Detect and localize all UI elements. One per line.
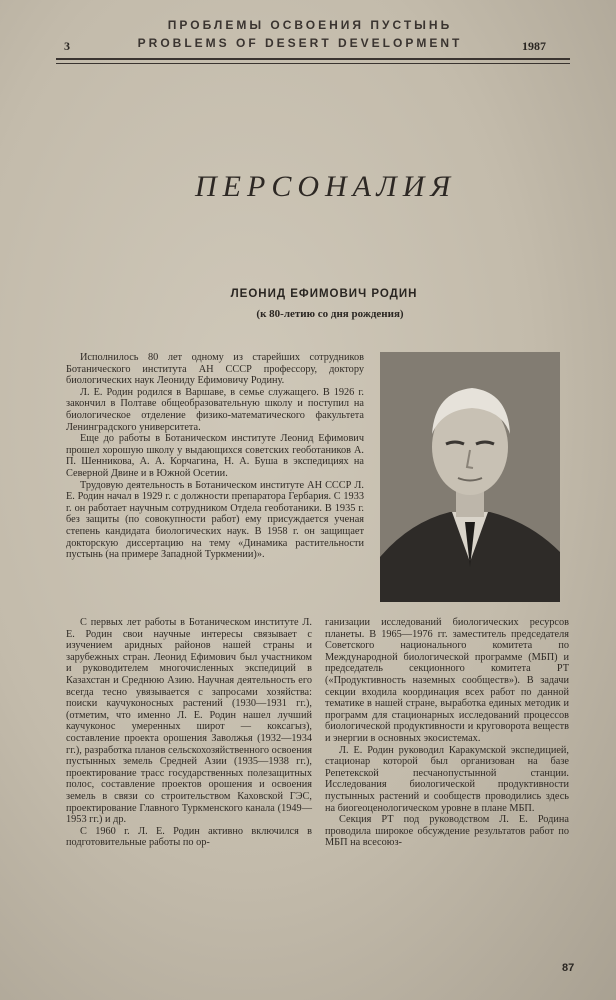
page-number: 87 (562, 962, 575, 974)
paragraph: С первых лет работы в Ботаническом институте Л. Е. Родин свои научные интересы связывает с изучением аридных районов нашей страны и зарубежных стран. Леонид Ефимович был участником и руководителем многочисленных экспедиций в Казахстан и Среднюю Азию. Научная деятельность его всегда тесно увязывается с запросами хозяйства: поиски каучуконосных растений (1930—1931 гг.), (отметим, что именно Л. Е. Родин нашел лучший каучуконос умеренных широт — коксагыз), составление проекта орошения Заволжья (1932—1934 гг.), разработка планов сельскохозяйственного освоения пустынных земель Средней Азии (1935—1938 гг.), проектирование трасс государственных полезащитных полос, составление проектов орошения и освоения земель в связи со строительством Каховской ГЭС, проектирование Главного Туркменского канала (1949—1953 гг.) и др. (66, 617, 312, 826)
intro-text-column (66, 352, 364, 561)
header-rule-thin (56, 63, 570, 64)
section-title: ПЕРСОНАЛИЯ (195, 170, 457, 203)
paragraph: Трудовую деятельность в Ботаническом институте АН СССР Л. Е. Родин начал в 1929 г. с должности препаратора Гербария. С 1933 г. он работает научным сотрудником Отдела геоботаники. В 1935 г. без защиты (по совокупности работ) ему присуждается ученая степень кандидата биологических наук. В 1958 г. он защищает докторскую диссертацию на тему «Динамика растительности пустынь (на примере Западной Туркмении)». (66, 479, 364, 561)
header-rule-thick (56, 58, 570, 60)
paragraph: Секция РТ под руководством Л. Е. Родина проводила широкое обсуждение результатов работ по МБП на всесоюз- (325, 814, 569, 849)
journal-title-ru: ПРОБЛЕМЫ ОСВОЕНИЯ ПУСТЫНЬ (167, 18, 453, 32)
paragraph: Еще до работы в Ботаническом институте Леонид Ефимович прошел хорошую школу у выдающихся советских геоботаников А. П. Шенникова, А. А. Корчагина, Н. А. Буша в экспедициях на Северной Двине и в Южной Осетии. (66, 433, 364, 479)
journal-title-en: PROBLEMS OF DESERT DEVELOPMENT (137, 36, 463, 50)
left-text-column (66, 617, 312, 849)
paragraph: Исполнилось 80 лет одному из старейших сотрудников Ботанического института АН СССР профессору, доктору биологических наук Леониду Ефимовичу Родину. (66, 352, 364, 387)
article-title: ЛЕОНИД ЕФИМОВИЧ РОДИН (230, 288, 418, 300)
article-subtitle: (к 80-летию со дня рождения) (256, 308, 404, 320)
paragraph: ганизации исследований биологических ресурсов планеты. В 1965—1976 гг. заместитель председателя Советского национального комитета по Международной биологической программе (МБП) и председатель секционного комитета РТ («Продуктивность наземных сообществ»). В задачи секции входила координация всех работ по данной тематике в нашей стране, выработка единых методик и программ для стационарных исследований процессов биологической продуктивности и круговорота веществ и энергии в основных экосистемах. (325, 617, 569, 744)
issue-year: 1987 (522, 39, 546, 53)
portrait-illustration (380, 352, 560, 602)
paragraph: Л. Е. Родин родился в Варшаве, в семье служащего. В 1926 г. закончил в Полтаве общеобразовательную школу и поступил на биологическое отделение физико-математического факультета Ленинградского университета. (66, 386, 364, 433)
issue-number: 3 (64, 39, 70, 53)
right-text-column (325, 617, 569, 849)
paragraph: С 1960 г. Л. Е. Родин активно включился в подготовительные работы по ор- (66, 825, 312, 849)
paragraph: Л. Е. Родин руководил Каракумской экспедицией, стационар которой был организован на базе Репетекской песчанопустынной станции. Исследования биологической продуктивности пустынных растений и сообществ проводились здесь на биогеоценологическом уровне в плане МБП. (325, 744, 569, 814)
portrait-photo (380, 352, 560, 602)
